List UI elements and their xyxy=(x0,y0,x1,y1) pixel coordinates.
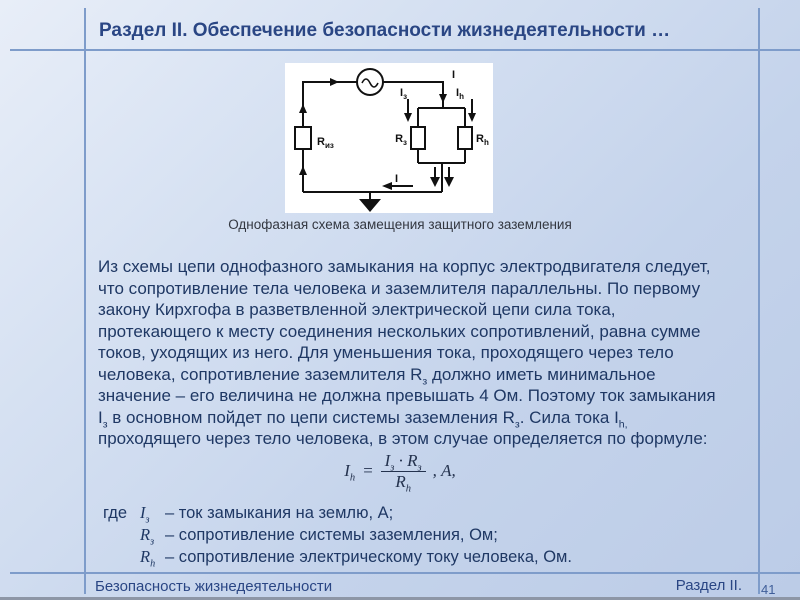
figure-caption: Однофазная схема замещения защитного заземления xyxy=(228,217,572,232)
where-row xyxy=(103,546,723,568)
label-current-bottom: I xyxy=(395,173,399,185)
body-line: $I_з$ в основном пойдет по цепи системы заземления $R_з$. Сила тока $I_{h,}$ xyxy=(98,407,628,430)
footer-section: Раздел II. xyxy=(675,577,742,594)
page-title: Раздел II. Обеспечение безопасности жизнедеятельности … xyxy=(99,20,671,41)
title-underline xyxy=(10,49,800,51)
body-line: Из схемы цепи однофазного замыкания на корпус электродвигателя следует, xyxy=(98,257,711,276)
body-line: закону Кирхгофа в разветвленной электрической цепи сила тока, xyxy=(98,300,616,319)
circuit-figure xyxy=(285,63,493,213)
current-formula xyxy=(300,447,500,495)
label-current-human: $I_h$ xyxy=(456,87,464,101)
footer-course-title: Безопасность жизнедеятельности xyxy=(95,578,333,595)
page-number: 41 xyxy=(761,582,776,597)
formula-equals: = xyxy=(362,461,374,480)
where-definitions xyxy=(103,502,723,568)
where-definition: – сопротивление системы заземления, Ом; xyxy=(165,526,498,544)
where-variable: $I_з$ xyxy=(140,503,150,526)
formula-denominator: $R_h$ xyxy=(395,471,411,494)
formula-units: , А, xyxy=(432,461,456,480)
where-label: где xyxy=(103,504,128,522)
circuit-diagram xyxy=(285,63,493,213)
body-line: проходящего через тело человека, в этом случае определяется по формуле: xyxy=(98,429,708,448)
body-line: протекающего к месту соединения нескольких сопротивлений, равна сумме xyxy=(98,321,701,341)
where-definition: – ток замыкания на землю, А; xyxy=(165,504,394,522)
body-line: токов, уходящих из него. Для уменьшения тока, проходящего через тело xyxy=(98,343,674,362)
left-rule-line xyxy=(84,8,86,594)
label-current-top: I xyxy=(452,69,456,81)
label-r-ground: $R_з$ xyxy=(395,133,407,147)
body-paragraph xyxy=(98,256,758,450)
body-line: что сопротивление тела человека и заземлителя параллельны. По первому xyxy=(98,278,701,298)
formula-lhs: $I_h$ xyxy=(344,461,356,484)
where-row xyxy=(103,524,723,546)
where-variable: $R_h$ xyxy=(140,547,156,570)
label-current-ground: $I_з$ xyxy=(400,87,408,101)
formula-fraction xyxy=(381,450,426,494)
body-line: человека, сопротивление заземлителя $R_з$ должно иметь минимальное xyxy=(98,364,656,387)
footer-overline xyxy=(10,572,800,574)
formula-numerator: $I_з \cdot R_з$ xyxy=(381,451,426,472)
where-row xyxy=(103,502,723,524)
where-definition: – сопротивление электрическому току человека, Ом. xyxy=(165,548,572,566)
right-rule-line xyxy=(758,8,760,594)
label-r-human: $R_h$ xyxy=(476,133,489,147)
label-r-insulation: $R_{из}$ xyxy=(317,136,334,150)
where-variable: $R_з$ xyxy=(140,525,155,548)
body-line: значение – его величина не должна превышать 4 Ом. Поэтому ток замыкания xyxy=(98,386,716,405)
